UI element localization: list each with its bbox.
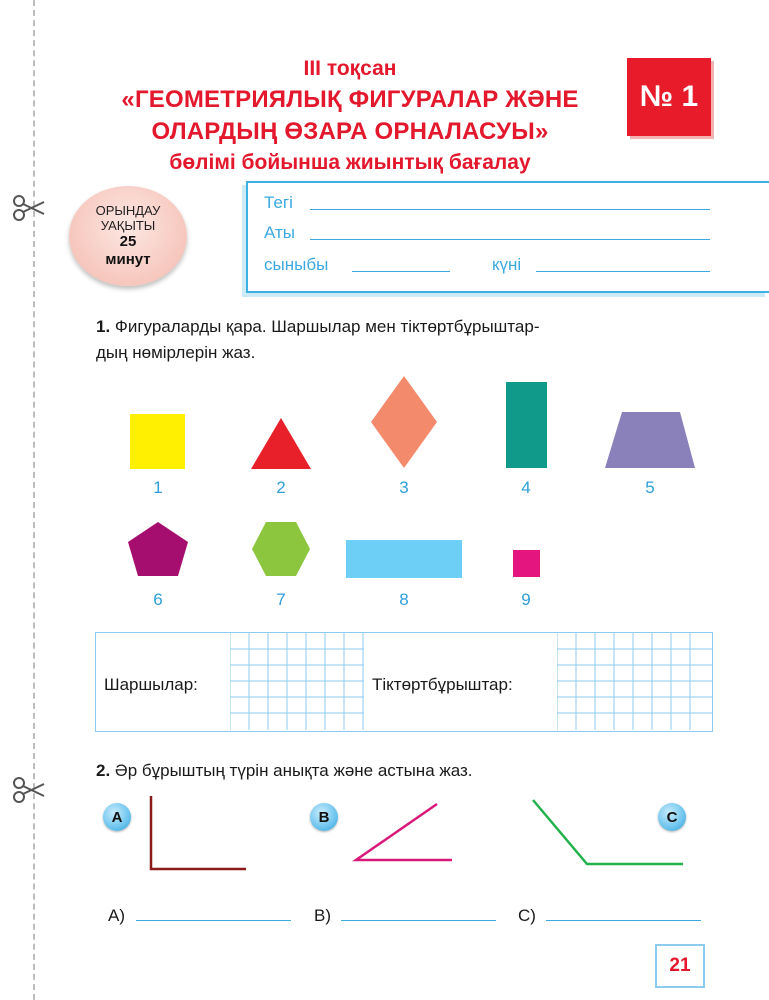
angle-a-right — [151, 796, 246, 869]
section-title-line2: ОЛАРДЫҢ ӨЗАРА ОРНАЛАСУЫ» — [151, 118, 549, 145]
angle-c-badge: C — [658, 803, 686, 831]
shape-number-6: 6 — [153, 590, 163, 609]
shape-number-1: 1 — [153, 478, 163, 497]
answer-c-field[interactable] — [546, 920, 701, 921]
student-info-box — [246, 181, 769, 293]
timer-badge — [69, 186, 187, 286]
shape-square-1 — [130, 414, 185, 469]
answer-a-label: A) — [108, 906, 125, 925]
task2-number: 2. — [96, 761, 111, 780]
shape-hexagon-7 — [252, 522, 310, 576]
angle-b-acute — [356, 804, 452, 860]
angle-a-badge: A — [103, 803, 131, 831]
number-badge: № 1 — [627, 58, 711, 136]
timer-line2: УАҚЫТЫ — [100, 218, 156, 233]
shape-rhombus-3 — [371, 376, 437, 468]
title-block — [60, 54, 640, 178]
shape-trapezoid-5 — [605, 412, 695, 468]
shape-number-7: 7 — [276, 590, 286, 609]
task2-instruction: Әр бұрыштың түрін анықта және астына жаз. — [114, 761, 473, 780]
scissors-icon — [10, 193, 50, 223]
name-field[interactable] — [310, 239, 710, 240]
task1-text — [96, 314, 539, 366]
shape-number-5: 5 — [645, 478, 655, 497]
name-label: Аты — [264, 223, 295, 242]
shape-pentagon-6 — [128, 522, 188, 576]
task1-number: 1. — [96, 317, 111, 336]
task1-line2: дың нөмірлерін жаз. — [96, 343, 256, 362]
squares-answer-grid[interactable] — [230, 633, 364, 730]
surname-label: Тегі — [264, 193, 293, 212]
answer-b-label: B) — [314, 906, 331, 925]
timer-line1: ОРЫНДАУ — [95, 203, 161, 218]
answer-table — [95, 632, 713, 732]
page-number: 21 — [655, 944, 705, 988]
shape-number-3: 3 — [399, 478, 409, 497]
shape-number-2: 2 — [276, 478, 286, 497]
rectangles-answer-grid[interactable] — [557, 633, 712, 730]
squares-label: Шаршылар: — [104, 675, 198, 694]
shape-triangle-2 — [251, 418, 311, 469]
class-label: сыныбы — [264, 255, 329, 274]
quarter-title: ІІІ тоқсан — [303, 57, 397, 80]
task1-line1: Фигураларды қара. Шаршылар мен тіктөртбұрыштар- — [114, 317, 540, 336]
angle-b-badge: B — [310, 803, 338, 831]
answer-b-field[interactable] — [341, 920, 496, 921]
shape-rectangle-8 — [346, 540, 462, 578]
shape-number-8: 8 — [399, 590, 409, 609]
date-field[interactable] — [536, 271, 710, 272]
section-title-line1: «ГЕОМЕТРИЯЛЫҚ ФИГУРАЛАР ЖӘНЕ — [121, 86, 579, 113]
shape-number-9: 9 — [521, 590, 531, 609]
surname-field[interactable] — [310, 209, 710, 210]
timer-minutes: 25 — [119, 233, 137, 250]
shape-number-4: 4 — [521, 478, 531, 497]
answer-c-label: C) — [518, 906, 536, 925]
angle-c-obtuse — [533, 800, 683, 864]
shapes-figure — [0, 360, 769, 590]
class-field[interactable] — [352, 271, 450, 272]
timer-unit: минут — [105, 251, 151, 268]
answer-a-field[interactable] — [136, 920, 291, 921]
shape-rectangle-4 — [506, 382, 547, 468]
angles-figure — [0, 780, 769, 890]
date-label: күні — [492, 255, 522, 274]
subtitle: бөлімі бойынша жиынтық бағалау — [169, 151, 531, 174]
rectangles-label: Тіктөртбұрыштар: — [372, 675, 513, 694]
shape-square-9 — [513, 550, 540, 577]
